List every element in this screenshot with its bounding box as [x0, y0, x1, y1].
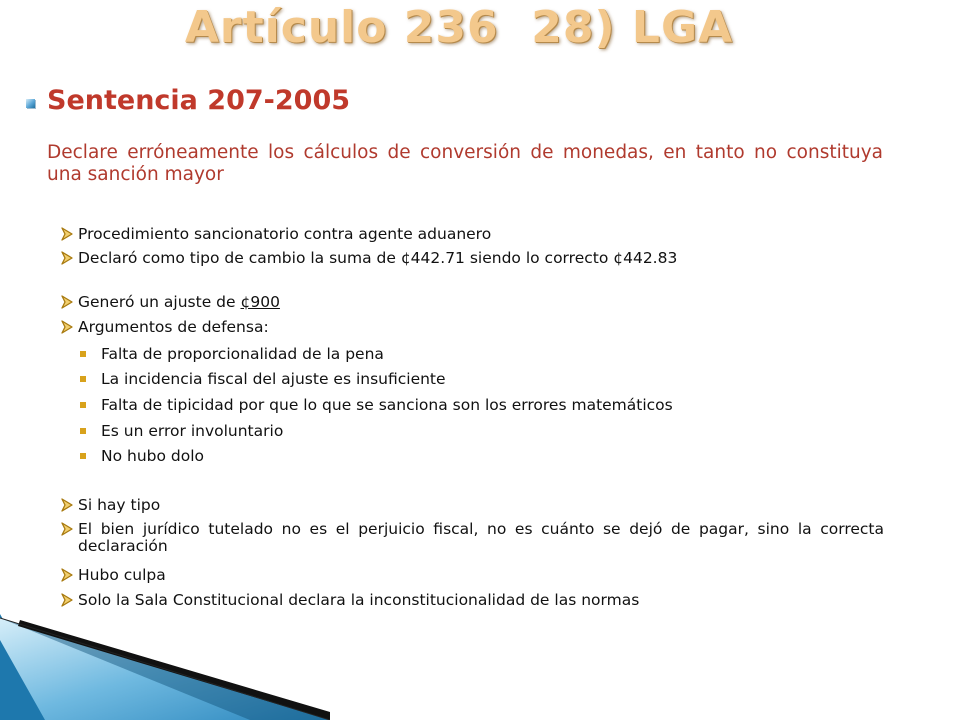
fact-item — [60, 250, 884, 267]
defense-point-text: Es un error involuntario — [101, 422, 284, 440]
square-bullet-icon — [26, 99, 35, 108]
defense-point — [80, 397, 880, 414]
section-title: Sentencia 207-2005 — [47, 85, 351, 116]
adjustment-prefix: Generó un ajuste de — [78, 293, 241, 311]
arrow-bullet-icon — [60, 568, 74, 582]
arrow-bullet-icon — [60, 320, 74, 334]
defense-point — [80, 448, 880, 465]
fact-text: Declaró como tipo de cambio la suma de ¢442.71 siendo lo correcto ¢442.83 — [78, 249, 678, 267]
ruling-point — [60, 497, 884, 514]
arrow-bullet-icon — [60, 522, 74, 536]
arrow-bullet-icon — [60, 251, 74, 265]
corner-decoration — [0, 600, 330, 720]
defense-point-text: La incidencia fiscal del ajuste es insuficiente — [101, 370, 446, 388]
fact-item — [60, 226, 884, 243]
ruling-text: Hubo culpa — [78, 566, 166, 584]
square-bullet-icon — [80, 376, 86, 382]
adjustment-amount: ¢900 — [240, 293, 280, 311]
defense-point-text: Falta de proporcionalidad de la pena — [101, 345, 384, 363]
intro-paragraph: Declare erróneamente los cálculos de conversión de monedas, en tanto no constituya una sanción mayor — [47, 142, 883, 185]
ruling-text: Si hay tipo — [78, 496, 161, 514]
slide-title: Artículo 236 28) LGA — [184, 2, 734, 53]
arrow-bullet-icon — [60, 295, 74, 309]
square-bullet-icon — [80, 428, 86, 434]
defense-point — [80, 346, 880, 363]
square-bullet-icon — [80, 402, 86, 408]
defense-point — [80, 371, 880, 388]
defense-point-text: Falta de tipicidad por que lo que se sanciona son los errores matemáticos — [101, 396, 673, 414]
ruling-text: Solo la Sala Constitucional declara la inconstitucionalidad de las normas — [78, 591, 640, 609]
adjustment-item — [60, 294, 884, 311]
defense-heading: Argumentos de defensa: — [78, 318, 269, 336]
defense-point-text: No hubo dolo — [101, 447, 205, 465]
defense-heading-item — [60, 319, 884, 336]
fact-text: Procedimiento sancionatorio contra agente aduanero — [78, 225, 492, 243]
ruling-point — [60, 521, 884, 555]
arrow-bullet-icon — [60, 498, 74, 512]
defense-point — [80, 423, 880, 440]
arrow-bullet-icon — [60, 227, 74, 241]
ruling-text: El bien jurídico tutelado no es el perjuicio fiscal, no es cuánto se dejó de pagar, sino la correcta declaración — [78, 520, 884, 555]
adjustment-text — [78, 294, 884, 311]
ruling-point — [60, 567, 884, 584]
square-bullet-icon — [80, 453, 86, 459]
square-bullet-icon — [80, 351, 86, 357]
